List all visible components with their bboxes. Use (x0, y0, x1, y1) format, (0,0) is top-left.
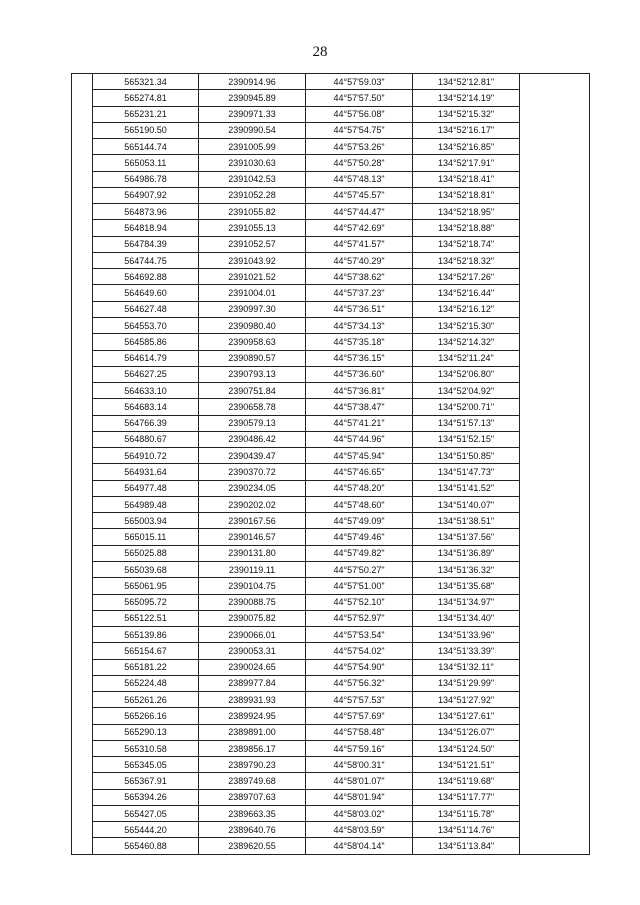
latitude-cell: 44°57'38.47" (306, 399, 413, 415)
y-coordinate-cell: 2390751.84 (199, 383, 306, 399)
x-coordinate-cell: 565266.16 (93, 708, 199, 724)
table-row (72, 220, 590, 236)
y-coordinate-cell: 2390658.78 (199, 399, 306, 415)
x-coordinate-cell: 565427.05 (93, 805, 199, 821)
x-coordinate-cell: 565345.05 (93, 757, 199, 773)
longitude-cell: 134°52'15.32" (413, 106, 520, 122)
y-coordinate-cell: 2391030.63 (199, 155, 306, 171)
y-coordinate-cell: 2389790.23 (199, 757, 306, 773)
x-coordinate-cell: 565321.34 (93, 74, 199, 90)
latitude-cell: 44°58'03.02" (306, 805, 413, 821)
y-coordinate-cell: 2390146.57 (199, 529, 306, 545)
x-coordinate-cell: 565231.21 (93, 106, 199, 122)
latitude-cell: 44°57'46.65" (306, 464, 413, 480)
coordinates-table-body (72, 74, 590, 855)
table-row (72, 366, 590, 382)
longitude-cell: 134°51'14.76" (413, 822, 520, 838)
latitude-cell: 44°57'42.69" (306, 220, 413, 236)
y-coordinate-cell: 2390370.72 (199, 464, 306, 480)
table-row (72, 448, 590, 464)
y-coordinate-cell: 2390119.11 (199, 561, 306, 577)
table-row (72, 122, 590, 138)
longitude-cell: 134°52'18.81" (413, 187, 520, 203)
y-coordinate-cell: 2391043.92 (199, 252, 306, 268)
x-coordinate-cell: 564683.14 (93, 399, 199, 415)
notes-column (520, 74, 590, 855)
latitude-cell: 44°57'54.90" (306, 659, 413, 675)
y-coordinate-cell: 2389856.17 (199, 740, 306, 756)
longitude-cell: 134°51'34.40" (413, 610, 520, 626)
y-coordinate-cell: 2389977.84 (199, 675, 306, 691)
table-row (72, 773, 590, 789)
y-coordinate-cell: 2390890.57 (199, 350, 306, 366)
table-row (72, 578, 590, 594)
x-coordinate-cell: 565139.86 (93, 627, 199, 643)
longitude-cell: 134°51'34.97" (413, 594, 520, 610)
page-number: 28 (312, 44, 328, 60)
x-coordinate-cell: 565444.20 (93, 822, 199, 838)
latitude-cell: 44°57'41.21" (306, 415, 413, 431)
longitude-cell: 134°51'21.51" (413, 757, 520, 773)
table-row (72, 415, 590, 431)
table-row (72, 838, 590, 854)
latitude-cell: 44°57'44.96" (306, 431, 413, 447)
latitude-cell: 44°57'36.81" (306, 383, 413, 399)
x-coordinate-cell: 564818.94 (93, 220, 199, 236)
x-coordinate-cell: 564553.70 (93, 317, 199, 333)
latitude-cell: 44°57'59.16" (306, 740, 413, 756)
latitude-cell: 44°58'03.59" (306, 822, 413, 838)
table-row (72, 236, 590, 252)
longitude-cell: 134°51'29.99" (413, 675, 520, 691)
table-row (72, 724, 590, 740)
table-row (72, 757, 590, 773)
table-row (72, 594, 590, 610)
y-coordinate-cell: 2390088.75 (199, 594, 306, 610)
y-coordinate-cell: 2391005.99 (199, 139, 306, 155)
latitude-cell: 44°57'44.47" (306, 204, 413, 220)
x-coordinate-cell: 565310.58 (93, 740, 199, 756)
x-coordinate-cell: 564766.39 (93, 415, 199, 431)
table-row (72, 659, 590, 675)
table-row (72, 334, 590, 350)
longitude-cell: 134°52'04.92" (413, 383, 520, 399)
y-coordinate-cell: 2390486.42 (199, 431, 306, 447)
table-row (72, 317, 590, 333)
y-coordinate-cell: 2390990.54 (199, 122, 306, 138)
longitude-cell: 134°52'18.88" (413, 220, 520, 236)
table-row (72, 383, 590, 399)
x-coordinate-cell: 565394.26 (93, 789, 199, 805)
latitude-cell: 44°57'57.50" (306, 90, 413, 106)
y-coordinate-cell: 2390167.56 (199, 513, 306, 529)
longitude-cell: 134°51'47.73" (413, 464, 520, 480)
x-coordinate-cell: 565460.88 (93, 838, 199, 854)
latitude-cell: 44°57'52.10" (306, 594, 413, 610)
latitude-cell: 44°57'35.18" (306, 334, 413, 350)
table-row (72, 285, 590, 301)
longitude-cell: 134°51'38.51" (413, 513, 520, 529)
y-coordinate-cell: 2389931.93 (199, 692, 306, 708)
x-coordinate-cell: 565122.51 (93, 610, 199, 626)
latitude-cell: 44°57'34.13" (306, 317, 413, 333)
y-coordinate-cell: 2390945.89 (199, 90, 306, 106)
table-row (72, 545, 590, 561)
y-coordinate-cell: 2389749.68 (199, 773, 306, 789)
x-coordinate-cell: 565274.81 (93, 90, 199, 106)
table-row (72, 431, 590, 447)
x-coordinate-cell: 564627.25 (93, 366, 199, 382)
table-row (72, 464, 590, 480)
x-coordinate-cell: 564627.48 (93, 301, 199, 317)
latitude-cell: 44°57'58.48" (306, 724, 413, 740)
table-row (72, 708, 590, 724)
latitude-cell: 44°57'36.60" (306, 366, 413, 382)
y-coordinate-cell: 2391021.52 (199, 269, 306, 285)
latitude-cell: 44°57'53.26" (306, 139, 413, 155)
table-row (72, 692, 590, 708)
latitude-cell: 44°57'54.75" (306, 122, 413, 138)
longitude-cell: 134°52'12.81" (413, 74, 520, 90)
table-row (72, 106, 590, 122)
longitude-cell: 134°52'18.74" (413, 236, 520, 252)
latitude-cell: 44°57'50.28" (306, 155, 413, 171)
table-row (72, 171, 590, 187)
latitude-cell: 44°57'57.53" (306, 692, 413, 708)
table-row (72, 301, 590, 317)
longitude-cell: 134°51'17.77" (413, 789, 520, 805)
longitude-cell: 134°51'13.84" (413, 838, 520, 854)
table-row (72, 252, 590, 268)
y-coordinate-cell: 2390980.40 (199, 317, 306, 333)
latitude-cell: 44°57'40.29" (306, 252, 413, 268)
x-coordinate-cell: 565015.11 (93, 529, 199, 545)
longitude-cell: 134°51'32.11" (413, 659, 520, 675)
latitude-cell: 44°58'01.94" (306, 789, 413, 805)
latitude-cell: 44°57'52.97" (306, 610, 413, 626)
latitude-cell: 44°57'38.62" (306, 269, 413, 285)
table-row (72, 627, 590, 643)
table-row (72, 513, 590, 529)
longitude-cell: 134°52'18.32" (413, 252, 520, 268)
table-row (72, 204, 590, 220)
x-coordinate-cell: 565290.13 (93, 724, 199, 740)
latitude-cell: 44°57'57.69" (306, 708, 413, 724)
table-row (72, 805, 590, 821)
longitude-cell: 134°51'40.07" (413, 496, 520, 512)
longitude-cell: 134°52'16.44" (413, 285, 520, 301)
longitude-cell: 134°51'26.07" (413, 724, 520, 740)
longitude-cell: 134°51'27.92" (413, 692, 520, 708)
latitude-cell: 44°58'01.07" (306, 773, 413, 789)
y-coordinate-cell: 2390439.47 (199, 448, 306, 464)
longitude-cell: 134°51'36.32" (413, 561, 520, 577)
x-coordinate-cell: 565039.68 (93, 561, 199, 577)
latitude-cell: 44°58'00.31" (306, 757, 413, 773)
x-coordinate-cell: 564907.92 (93, 187, 199, 203)
latitude-cell: 44°57'45.94" (306, 448, 413, 464)
longitude-cell: 134°51'57.13" (413, 415, 520, 431)
longitude-cell: 134°51'24.50" (413, 740, 520, 756)
latitude-cell: 44°57'48.20" (306, 480, 413, 496)
y-coordinate-cell: 2389707.63 (199, 789, 306, 805)
table-row (72, 350, 590, 366)
point-number-column (72, 74, 93, 855)
latitude-cell: 44°57'59.03" (306, 74, 413, 90)
table-row (72, 675, 590, 691)
longitude-cell: 134°51'27.61" (413, 708, 520, 724)
longitude-cell: 134°51'50.85" (413, 448, 520, 464)
x-coordinate-cell: 564910.72 (93, 448, 199, 464)
y-coordinate-cell: 2390066.01 (199, 627, 306, 643)
x-coordinate-cell: 564633.10 (93, 383, 199, 399)
latitude-cell: 44°57'51.00" (306, 578, 413, 594)
table-row (72, 610, 590, 626)
longitude-cell: 134°52'17.26" (413, 269, 520, 285)
y-coordinate-cell: 2390579.13 (199, 415, 306, 431)
x-coordinate-cell: 565367.91 (93, 773, 199, 789)
x-coordinate-cell: 564989.48 (93, 496, 199, 512)
y-coordinate-cell: 2391052.57 (199, 236, 306, 252)
longitude-cell: 134°52'00.71" (413, 399, 520, 415)
x-coordinate-cell: 565261.26 (93, 692, 199, 708)
x-coordinate-cell: 565061.95 (93, 578, 199, 594)
y-coordinate-cell: 2390997.30 (199, 301, 306, 317)
longitude-cell: 134°52'17.91" (413, 155, 520, 171)
longitude-cell: 134°52'16.17" (413, 122, 520, 138)
y-coordinate-cell: 2391055.13 (199, 220, 306, 236)
y-coordinate-cell: 2391042.53 (199, 171, 306, 187)
table-row (72, 529, 590, 545)
y-coordinate-cell: 2390971.33 (199, 106, 306, 122)
latitude-cell: 44°57'56.08" (306, 106, 413, 122)
y-coordinate-cell: 2390024.65 (199, 659, 306, 675)
latitude-cell: 44°57'56.32" (306, 675, 413, 691)
y-coordinate-cell: 2390234.05 (199, 480, 306, 496)
longitude-cell: 134°51'19.68" (413, 773, 520, 789)
table-row (72, 740, 590, 756)
longitude-cell: 134°51'15.78" (413, 805, 520, 821)
latitude-cell: 44°57'48.60" (306, 496, 413, 512)
x-coordinate-cell: 564873.96 (93, 204, 199, 220)
y-coordinate-cell: 2389891.00 (199, 724, 306, 740)
longitude-cell: 134°51'41.52" (413, 480, 520, 496)
y-coordinate-cell: 2389663.35 (199, 805, 306, 821)
y-coordinate-cell: 2390793.13 (199, 366, 306, 382)
longitude-cell: 134°51'33.96" (413, 627, 520, 643)
longitude-cell: 134°52'16.12" (413, 301, 520, 317)
y-coordinate-cell: 2390202.02 (199, 496, 306, 512)
latitude-cell: 44°57'50.27" (306, 561, 413, 577)
x-coordinate-cell: 565224.48 (93, 675, 199, 691)
table-row (72, 187, 590, 203)
x-coordinate-cell: 564977.48 (93, 480, 199, 496)
y-coordinate-cell: 2391004.01 (199, 285, 306, 301)
table-row (72, 822, 590, 838)
x-coordinate-cell: 565190.50 (93, 122, 199, 138)
y-coordinate-cell: 2390914.96 (199, 74, 306, 90)
coordinates-table (71, 73, 590, 855)
latitude-cell: 44°57'36.15" (306, 350, 413, 366)
y-coordinate-cell: 2390053.31 (199, 643, 306, 659)
table-row (72, 789, 590, 805)
x-coordinate-cell: 564784.39 (93, 236, 199, 252)
x-coordinate-cell: 564986.78 (93, 171, 199, 187)
y-coordinate-cell: 2391055.82 (199, 204, 306, 220)
x-coordinate-cell: 564931.64 (93, 464, 199, 480)
longitude-cell: 134°52'16.85" (413, 139, 520, 155)
x-coordinate-cell: 564880.67 (93, 431, 199, 447)
y-coordinate-cell: 2390104.75 (199, 578, 306, 594)
table-row (72, 561, 590, 577)
y-coordinate-cell: 2389620.55 (199, 838, 306, 854)
y-coordinate-cell: 2390958.63 (199, 334, 306, 350)
x-coordinate-cell: 564585.86 (93, 334, 199, 350)
table-row (72, 139, 590, 155)
x-coordinate-cell: 565003.94 (93, 513, 199, 529)
table-row (72, 480, 590, 496)
longitude-cell: 134°51'33.39" (413, 643, 520, 659)
latitude-cell: 44°57'48.13" (306, 171, 413, 187)
x-coordinate-cell: 565154.67 (93, 643, 199, 659)
x-coordinate-cell: 565144.74 (93, 139, 199, 155)
longitude-cell: 134°51'52.15" (413, 431, 520, 447)
latitude-cell: 44°57'49.09" (306, 513, 413, 529)
latitude-cell: 44°57'53.54" (306, 627, 413, 643)
longitude-cell: 134°52'18.41" (413, 171, 520, 187)
latitude-cell: 44°57'36.51" (306, 301, 413, 317)
latitude-cell: 44°57'49.82" (306, 545, 413, 561)
x-coordinate-cell: 565181.22 (93, 659, 199, 675)
y-coordinate-cell: 2391052.28 (199, 187, 306, 203)
y-coordinate-cell: 2389924.95 (199, 708, 306, 724)
longitude-cell: 134°51'36.89" (413, 545, 520, 561)
y-coordinate-cell: 2390075.82 (199, 610, 306, 626)
longitude-cell: 134°51'37.56" (413, 529, 520, 545)
x-coordinate-cell: 565053.11 (93, 155, 199, 171)
table-row (72, 643, 590, 659)
longitude-cell: 134°51'35.68" (413, 578, 520, 594)
longitude-cell: 134°52'06.80" (413, 366, 520, 382)
longitude-cell: 134°52'14.32" (413, 334, 520, 350)
x-coordinate-cell: 564744.75 (93, 252, 199, 268)
table-row (72, 74, 590, 90)
table-row (72, 496, 590, 512)
x-coordinate-cell: 564649.60 (93, 285, 199, 301)
x-coordinate-cell: 564692.88 (93, 269, 199, 285)
table-row (72, 399, 590, 415)
y-coordinate-cell: 2389640.76 (199, 822, 306, 838)
latitude-cell: 44°57'49.46" (306, 529, 413, 545)
table-row (72, 269, 590, 285)
table-row (72, 155, 590, 171)
longitude-cell: 134°52'14.19" (413, 90, 520, 106)
longitude-cell: 134°52'11.24" (413, 350, 520, 366)
y-coordinate-cell: 2390131.80 (199, 545, 306, 561)
latitude-cell: 44°57'54.02" (306, 643, 413, 659)
x-coordinate-cell: 565095.72 (93, 594, 199, 610)
table-row (72, 90, 590, 106)
longitude-cell: 134°52'15.30" (413, 317, 520, 333)
x-coordinate-cell: 564614.79 (93, 350, 199, 366)
latitude-cell: 44°57'37.23" (306, 285, 413, 301)
latitude-cell: 44°58'04.14" (306, 838, 413, 854)
latitude-cell: 44°57'45.57" (306, 187, 413, 203)
x-coordinate-cell: 565025.88 (93, 545, 199, 561)
longitude-cell: 134°52'18.95" (413, 204, 520, 220)
latitude-cell: 44°57'41.57" (306, 236, 413, 252)
